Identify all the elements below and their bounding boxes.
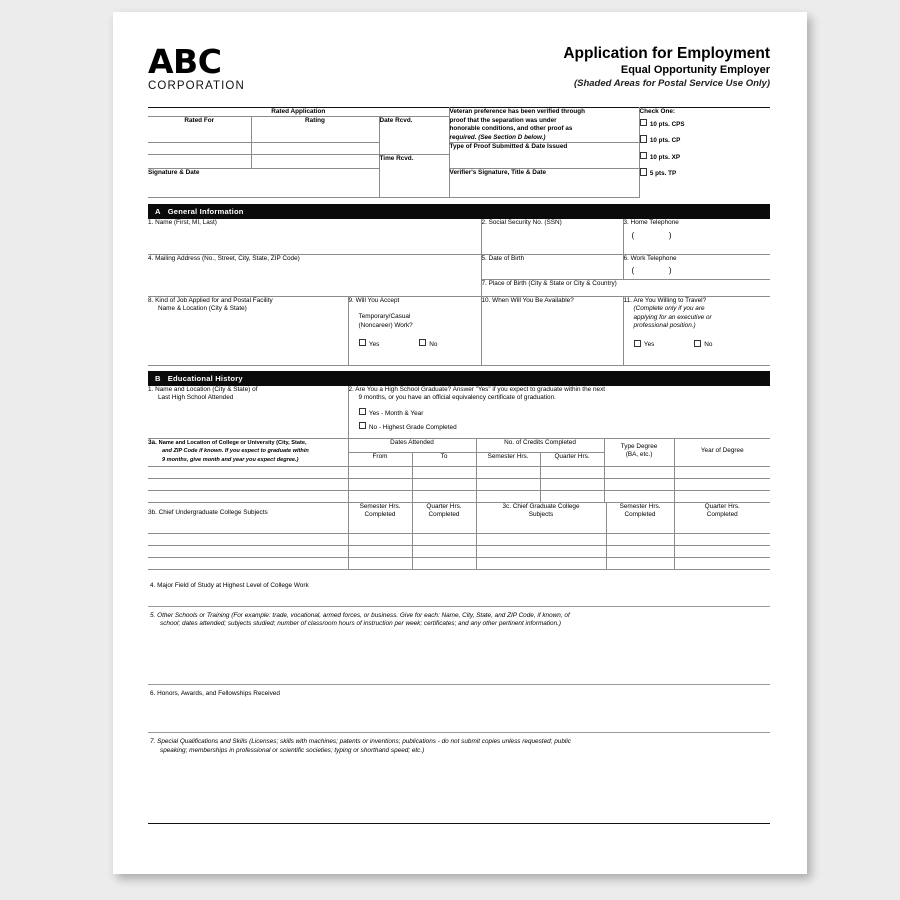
from-header: From (348, 452, 412, 466)
college-row-3-sem[interactable] (476, 490, 540, 502)
form-content (148, 42, 770, 824)
rating-input-1[interactable] (251, 143, 379, 155)
q9-yes-option[interactable]: Yes (359, 341, 380, 348)
college-row-3-name[interactable] (148, 490, 348, 502)
company-name: ABC (148, 42, 222, 81)
field-work-telephone[interactable]: 6. Work Telephone ( ) (623, 255, 770, 280)
veteran-option-cp[interactable]: 10 pts. CP (640, 135, 771, 144)
grad-quarter-hrs-header: Quarter Hrs. Completed (674, 503, 770, 534)
company-suffix: CORPORATION (148, 80, 245, 92)
subject-row-1-grad-sem[interactable] (606, 533, 674, 545)
rated-for-header: Rated For (148, 117, 251, 143)
field-other-schools[interactable]: 5. Other Schools or Training (For example: trade, vocational, armed forces, or business. Give for each: Name, City, State, and ZIP Code, if known, of school; dates attended; subjects studied; number of classroom hours of instruction per week; certificates; and any other pertinent information.) (148, 606, 770, 684)
section-b-hs-table (148, 386, 770, 439)
form-subtitle: Equal Opportunity Employer (620, 64, 770, 76)
checkbox-q9-yes[interactable] (359, 339, 366, 346)
college-row-1-name[interactable] (148, 466, 348, 478)
checkbox-hs-yes[interactable] (359, 408, 366, 415)
subject-row-3-grad-qtr[interactable] (674, 557, 770, 569)
subject-row-3-grad-sem[interactable] (606, 557, 674, 569)
checkbox-q11-no[interactable] (694, 340, 701, 347)
checkbox-q9-no[interactable] (419, 339, 426, 346)
hs-grad-no-option[interactable]: No - Highest Grade Completed (349, 422, 771, 432)
rated-application-header: Rated Application (148, 108, 449, 117)
dates-attended-header: Dates Attended (348, 439, 476, 453)
college-row-3-from[interactable] (348, 490, 412, 502)
college-row-2-degree[interactable] (604, 478, 674, 490)
q11-no-option[interactable]: No (694, 341, 713, 348)
undergrad-subjects-header: 3b. Chief Undergraduate College Subjects (148, 503, 348, 534)
subjects-table (148, 503, 770, 570)
field-will-you-accept[interactable]: 9. Will You Accept Temporary/Casual (Noncareer) Work? Yes No (348, 297, 481, 366)
date-rcvd-field[interactable]: Date Rcvd. (379, 117, 449, 155)
college-row-2-from[interactable] (348, 478, 412, 490)
college-row-2-name[interactable] (148, 478, 348, 490)
rating-input-2[interactable] (251, 155, 379, 169)
form-title: Application for Employment (563, 45, 770, 62)
rated-application-table (148, 107, 770, 198)
masthead (148, 42, 770, 107)
veteran-option-tp[interactable]: 5 pts. TP (640, 168, 771, 177)
q11-yes-option[interactable]: Yes (634, 341, 655, 348)
verifier-signature-field[interactable]: Verifier's Signature, Title & Date (449, 169, 639, 198)
college-row-1-to[interactable] (412, 466, 476, 478)
subject-row-2-grad[interactable] (476, 545, 606, 557)
college-row-2-qtr[interactable] (540, 478, 604, 490)
subject-row-2-under[interactable] (148, 545, 348, 557)
q9-no-option[interactable]: No (419, 341, 438, 348)
credits-completed-header: No. of Credits Completed (476, 439, 604, 453)
checkbox-10pts-xp[interactable] (640, 152, 647, 159)
type-of-proof-field[interactable]: Type of Proof Submitted & Date Issued (449, 143, 639, 169)
subject-row-2-grad-sem[interactable] (606, 545, 674, 557)
rating-header: Rating (251, 117, 379, 143)
checkbox-q11-yes[interactable] (634, 340, 641, 347)
subject-row-2-grad-qtr[interactable] (674, 545, 770, 557)
grad-subjects-header: 3c. Chief Graduate College Subjects (476, 503, 606, 534)
bottom-rule (148, 823, 770, 824)
quarter-hrs-header: Quarter Hrs. (540, 452, 604, 466)
grad-semester-hrs-header: Semester Hrs. Completed (606, 503, 674, 534)
veteran-option-cps[interactable]: 10 pts. CPS (640, 119, 771, 128)
section-a-table (148, 219, 770, 297)
subject-row-2-under-sem[interactable] (348, 545, 412, 557)
undergrad-semester-hrs-header: Semester Hrs. Completed (348, 503, 412, 534)
subject-row-3-under[interactable] (148, 557, 348, 569)
subject-row-1-under-qtr[interactable] (412, 533, 476, 545)
field-ssn[interactable]: 2. Social Security No. (SSN) (481, 219, 623, 254)
field-special-qualifications[interactable]: 7. Special Qualifications and Skills (Licenses; skills with machines; patents or inventions; publications - do not submit copies unless requested; public speaking; memberships in professional or scientific societies; typing or shorthand speed; etc.) (148, 732, 770, 805)
checkbox-10pts-cps[interactable] (640, 119, 647, 126)
college-row-2-year[interactable] (674, 478, 770, 490)
subject-row-2-under-qtr[interactable] (412, 545, 476, 557)
field-place-of-birth[interactable]: 7. Place of Birth (City & State or City & Country) (481, 279, 770, 296)
checkbox-hs-no[interactable] (359, 422, 366, 429)
veteran-option-xp[interactable]: 10 pts. XP (640, 152, 771, 161)
field-when-available[interactable]: 10. When Will You Be Available? (481, 297, 623, 366)
college-row-3-qtr[interactable] (540, 490, 604, 502)
field-willing-to-travel[interactable]: 11. Are You Willing to Travel? (Complete only if you are applying for an executive or professional position.) Yes No (623, 297, 770, 366)
hs-grad-yes-option[interactable]: Yes - Month & Year (349, 408, 771, 418)
type-degree-header: Type Degree (BA, etc.) (604, 439, 674, 467)
check-one-label: Check One: (639, 108, 676, 115)
rated-for-input-2[interactable] (148, 155, 251, 169)
subject-row-3-grad[interactable] (476, 557, 606, 569)
year-of-degree-header: Year of Degree (674, 439, 770, 467)
checkbox-5pts-tp[interactable] (640, 168, 647, 175)
field-kind-of-job[interactable]: 8. Kind of Job Applied for and Postal Facility Name & Location (City & State) (148, 297, 348, 366)
field-date-of-birth[interactable]: 5. Date of Birth (481, 255, 623, 280)
college-row-3-year[interactable] (674, 490, 770, 502)
rated-for-input-1[interactable] (148, 143, 251, 155)
time-rcvd-field[interactable]: Time Rcvd. (379, 155, 449, 198)
form-title-block (563, 45, 770, 90)
field-last-high-school[interactable]: 1. Name and Location (City & State) of Last High School Attended (148, 386, 348, 439)
subject-row-1-under[interactable] (148, 533, 348, 545)
subject-row-3-under-qtr[interactable] (412, 557, 476, 569)
field-name[interactable]: 1. Name (First, MI, Last) (148, 219, 481, 255)
college-row-1-from[interactable] (348, 466, 412, 478)
section-b-title: Educational History (167, 373, 243, 383)
field-honors-awards[interactable]: 6. Honors, Awards, and Fellowships Received (148, 684, 770, 732)
subject-row-1-under-sem[interactable] (348, 533, 412, 545)
field-home-telephone[interactable]: 3. Home Telephone ( ) (623, 219, 770, 254)
undergrad-quarter-hrs-header: Quarter Hrs. Completed (412, 503, 476, 534)
subject-row-1-grad[interactable] (476, 533, 606, 545)
checkbox-10pts-cp[interactable] (640, 135, 647, 142)
signature-date-field[interactable]: Signature & Date (148, 169, 379, 198)
field-mailing-address[interactable]: 4. Mailing Address (No., Street, City, State, ZIP Code) (148, 255, 481, 297)
college-row-2-to[interactable] (412, 478, 476, 490)
section-a-bar (148, 204, 770, 219)
subject-row-3-under-sem[interactable] (348, 557, 412, 569)
field-college-name-location[interactable]: 3a. Name and Location of College or University (City, State, and ZIP Code if known. If you expect to graduate within 9 months, give month and year you expect degree.) (148, 439, 348, 467)
college-table (148, 439, 770, 503)
section-a-jobs-table (148, 297, 770, 366)
field-hs-graduate[interactable]: 2. Are You a High School Graduate? Answer "Yes" if you expect to graduate within the next 9 months, or you have an official equivalency certificate of graduation. Yes - Month & Year No - Highest Grade Completed (348, 386, 770, 439)
section-a-letter: A (155, 207, 161, 217)
college-row-1-sem[interactable] (476, 466, 540, 478)
college-row-1-qtr[interactable] (540, 466, 604, 478)
form-page (113, 12, 807, 874)
veteran-statement: Veteran preference has been verified through proof that the separation was under honorable conditions, and other proof as required. (See Section D below.) (449, 108, 639, 143)
college-row-2-sem[interactable] (476, 478, 540, 490)
subject-row-1-grad-qtr[interactable] (674, 533, 770, 545)
field-major-field-of-study[interactable]: 4. Major Field of Study at Highest Level of College Work (150, 581, 309, 589)
section-a-title: General Information (167, 207, 244, 217)
college-row-1-degree[interactable] (604, 466, 674, 478)
section-b-letter: B (155, 373, 161, 383)
section-b-bar (148, 371, 770, 386)
veteran-check-one (639, 108, 770, 198)
college-row-3-degree[interactable] (604, 490, 674, 502)
college-row-3-to[interactable] (412, 490, 476, 502)
semester-hrs-header: Semester Hrs. (476, 452, 540, 466)
company-logo (148, 42, 245, 92)
to-header: To (412, 452, 476, 466)
form-note: (Shaded Areas for Postal Service Use Only) (573, 78, 770, 89)
college-row-1-year[interactable] (674, 466, 770, 478)
